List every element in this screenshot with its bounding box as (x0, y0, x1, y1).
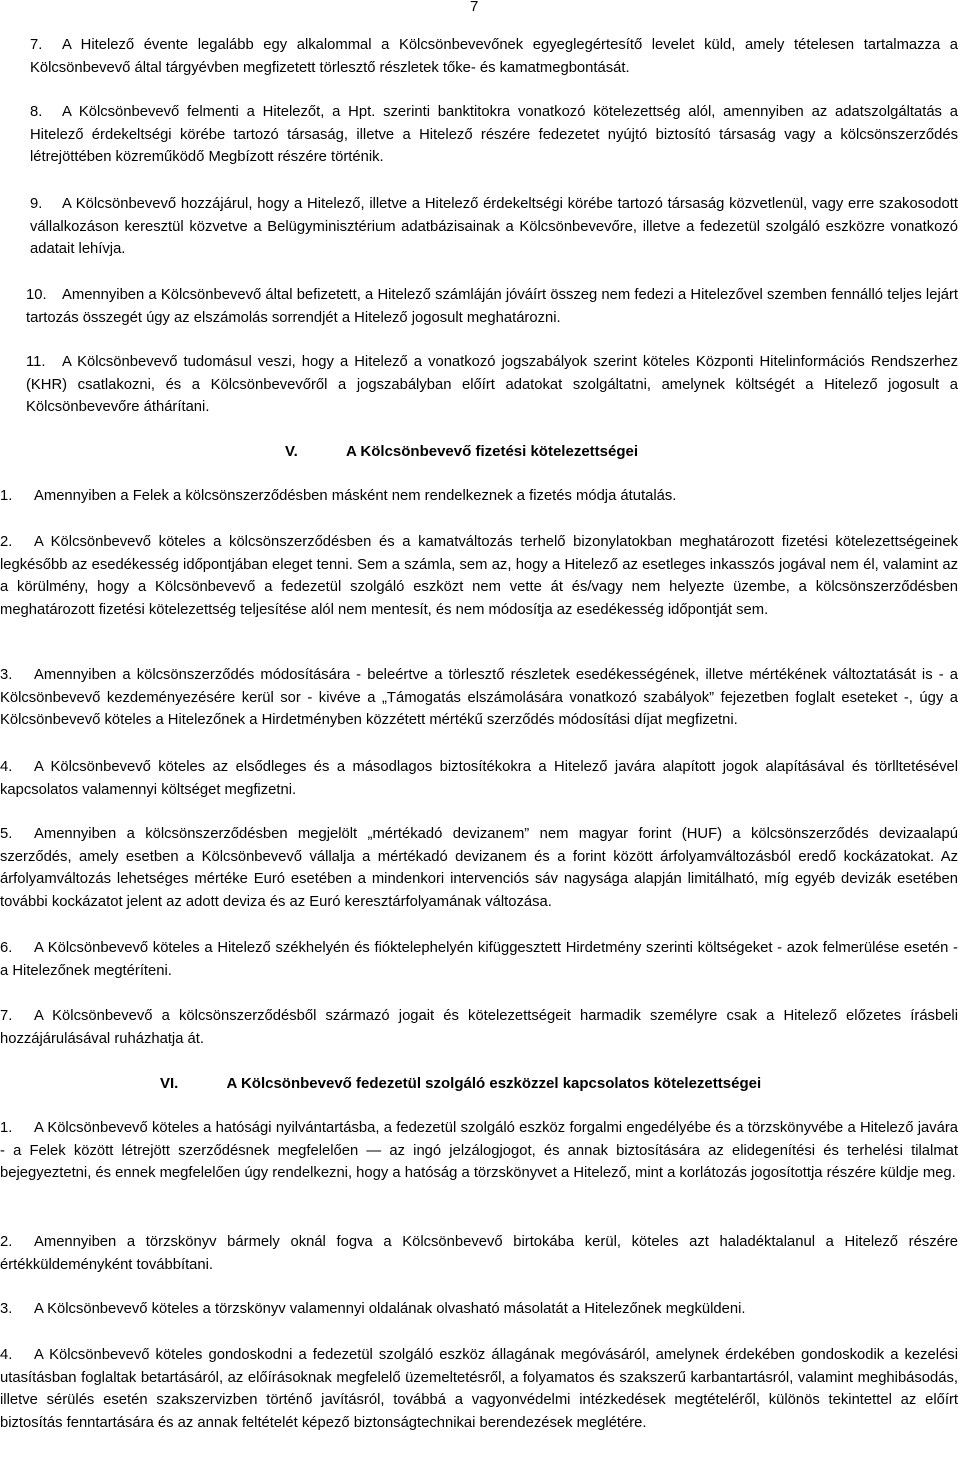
item-number: 7. (30, 37, 43, 53)
item-text: A Kölcsönbevevő köteles az elsődleges és a másodlagos biztosítékokra a Hitelező javára alapított jogok alapításával és törlltetésével kapcsolatos valamennyi költséget megfizetni. (0, 759, 958, 798)
list-item (0, 485, 958, 508)
list-item (0, 664, 958, 732)
item-number: 10. (26, 287, 47, 303)
item-text: A Kölcsönbevevő tudomásul veszi, hogy a Hitelező a vonatkozó jogszabályok szerint köteles Központi Hitelinformációs Rendszerhez (KHR) csatlakozni, és a Kölcsönbevevőről a jogszabályban előírt adatokat szolgáltatni, amelynek költségét a Hitelező jogosult a Kölcsönbevevőre áthárítani. (26, 354, 958, 415)
item-number: 6. (0, 940, 13, 956)
item-number: 1. (0, 1120, 13, 1136)
item-text: A Kölcsönbevevő hozzájárul, hogy a Hitelező, illetve a Hitelező érdekeltségi körébe tartozó társaság közvetlenül, vagy erre szakosodott vállalkozáson keresztül közvetve a Belügyminisztérium adatbázisainak a Kölcsönbevevőre, illetve a fedezetül szolgáló eszközre vonatkozó adatait lehívja. (30, 196, 958, 257)
list-item (0, 1344, 958, 1434)
item-number: 11. (26, 354, 46, 370)
item-number: 8. (30, 104, 43, 120)
item-number: 4. (0, 1347, 13, 1363)
list-item (0, 531, 958, 621)
list-item (0, 1298, 958, 1321)
list-item (0, 823, 958, 913)
item-text: A Kölcsönbevevő köteles a hatósági nyilvántartásba, a fedezetül szolgáló eszköz forgalmi engedélyébe és a törzskönyvébe a Hitelező javára - a Felek között létrejött szerződésnek megfelelően — az ingó jelzálogjogot, és annak biztosítására az elidegenítési és terhelési tilalmat bejegyeztetni, és ennek megfelelően úgy rendelkezni, hogy a hatóság a törzskönyvet a Hitelező, mint a korlátozás jogosítottja részére küldje meg. (0, 1120, 958, 1181)
item-number: 2. (0, 534, 13, 550)
item-text: Amennyiben a kölcsönszerződésben megjelölt „mértékadó devizanem” nem magyar forint (HUF) a kölcsönszerződés devizaalapú szerződés, amely esetben a Kölcsönbevevő vállalja a mértékadó devizanem és a forint között árfolyamváltozásból eredő kockázatokat. Az árfolyamváltozás lehetséges mértéke Euró esetében a mindenkori intervenciós sáv nagysága alapján limitálható, míg egyéb devizák esetében további kockázatot jelent az adott deviza és az Euró keresztárfolyamának változása. (0, 826, 958, 910)
item-text: A Hitelező évente legalább egy alkalommal a Kölcsönbevevőnek egyeglegértesítő levelet küld, amely tételesen tartalmazza a Kölcsönbevevő által tárgyévben megfizetett törlesztő részletek tőke- és kamatmegbontását. (30, 37, 958, 76)
list-item (0, 937, 958, 982)
item-number: 4. (0, 759, 13, 775)
page-number: 7 (470, 0, 479, 15)
section-heading (285, 441, 638, 463)
section-roman: VI. (160, 1075, 179, 1092)
item-text: A Kölcsönbevevő felmenti a Hitelezőt, a Hpt. szerinti banktitokra vonatkozó kötelezettség alól, amennyiben az adatszolgáltatás a Hitelező érdekeltségi körébe tartozó társaság, illetve a Hitelező részére fedezetet nyújtó biztosító társaság vagy a kölcsönszerződés létrejöttében közreműködő Megbízott részére történik. (30, 104, 958, 165)
item-number: 3. (0, 667, 13, 683)
list-item (0, 1005, 958, 1050)
list-item (26, 351, 958, 419)
section-heading (160, 1073, 761, 1095)
item-number: 7. (0, 1008, 13, 1024)
item-number: 9. (30, 196, 43, 212)
list-item (0, 1231, 958, 1276)
list-item (30, 101, 958, 169)
section-roman: V. (285, 443, 298, 460)
item-text: A Kölcsönbevevő a kölcsönszerződésből származó jogait és kötelezettségeit harmadik személyre csak a Hitelező előzetes írásbeli hozzájárulásával ruházhatja át. (0, 1008, 958, 1047)
section-title: A Kölcsönbevevő fizetési kötelezettségei (345, 443, 639, 460)
list-item (30, 34, 958, 79)
item-text: A Kölcsönbevevő köteles a kölcsönszerződésben és a kamatváltozás terhelő bizonylatokban meghatározott fizetési kötelezettségeinek legkésőbb az esedékesség időpontjában eleget tenni. Sem a számla, sem az, hogy a Hitelező az esetleges inkasszós jogával nem él, valamint az a körülmény, hogy a Kölcsönbevevő a fedezetül szolgáló eszközt nem vette át és/vagy nem helyezte üzembe, a kölcsönszerződésben meghatározott fizetési kötelezettség teljesítése alól nem mentesít, és nem módosítja az esedékesség időpontját sem. (0, 534, 958, 618)
item-text: Amennyiben a törzskönyv bármely oknál fogva a Kölcsönbevevő birtokába kerül, köteles azt haladéktalanul a Hitelező részére értékküldeményként továbbítani. (0, 1234, 958, 1273)
item-number: 2. (0, 1234, 13, 1250)
list-item (30, 193, 958, 261)
list-item (0, 756, 958, 801)
item-text: Amennyiben a Kölcsönbevevő által befizetett, a Hitelező számláján jóváírt összeg nem fedezi a Hitelezővel szemben fennálló teljes lejárt tartozás összegét úgy az elszámolás sorrendjét a Hitelező jogosult meghatározni. (26, 287, 958, 326)
item-text: A Kölcsönbevevő köteles a Hitelező székhelyén és fióktelephelyén kifüggesztett Hirdetmény szerinti költségeket - azok felmerülése esetén - a Hitelezőnek megtéríteni. (0, 940, 958, 979)
item-number: 5. (0, 826, 13, 842)
list-item (26, 284, 958, 329)
list-item (0, 1117, 958, 1185)
item-number: 3. (0, 1301, 13, 1317)
item-text: Amennyiben a Felek a kölcsönszerződésben másként nem rendelkeznek a fizetés módja átutalás. (34, 488, 677, 504)
item-number: 1. (0, 488, 13, 504)
item-text: A Kölcsönbevevő köteles a törzskönyv valamennyi oldalának olvasható másolatát a Hitelezőnek megküldeni. (34, 1301, 746, 1317)
section-title: A Kölcsönbevevő fedezetül szolgáló eszközzel kapcsolatos kötelezettségei (226, 1075, 762, 1092)
item-text: A Kölcsönbevevő köteles gondoskodni a fedezetül szolgáló eszköz állagának megóvásáról, amelynek érdekében gondoskodik a kezelési utasításban foglaltak betartásáról, az előírásoknak megfelelő üzemeltetésről, a folyamatos és szakszerű karbantartásról, valamint meghibásodás, illetve sérülés esetén szakszervizben történő javításról, továbbá a vagyonvédelmi intézkedések megtételéről, különös tekintettel az előírt biztosítás fenntartására és az annak feltételét képező biztonságtechnikai berendezések meglétére. (0, 1347, 958, 1431)
item-text: Amennyiben a kölcsönszerződés módosítására - beleértve a törlesztő részletek esedékességének, illetve mértékének változtatását is - a Kölcsönbevevő kezdeményezésére kerül sor - kivéve a „Támogatás elszámolására vonatkozó szabályok” fejezetben foglalt eseteket -, úgy a Kölcsönbevevő köteles a Hitelezőnek a Hirdetményben közzétett mértékű szerződés módosítási díjat megfizetni. (0, 667, 958, 728)
